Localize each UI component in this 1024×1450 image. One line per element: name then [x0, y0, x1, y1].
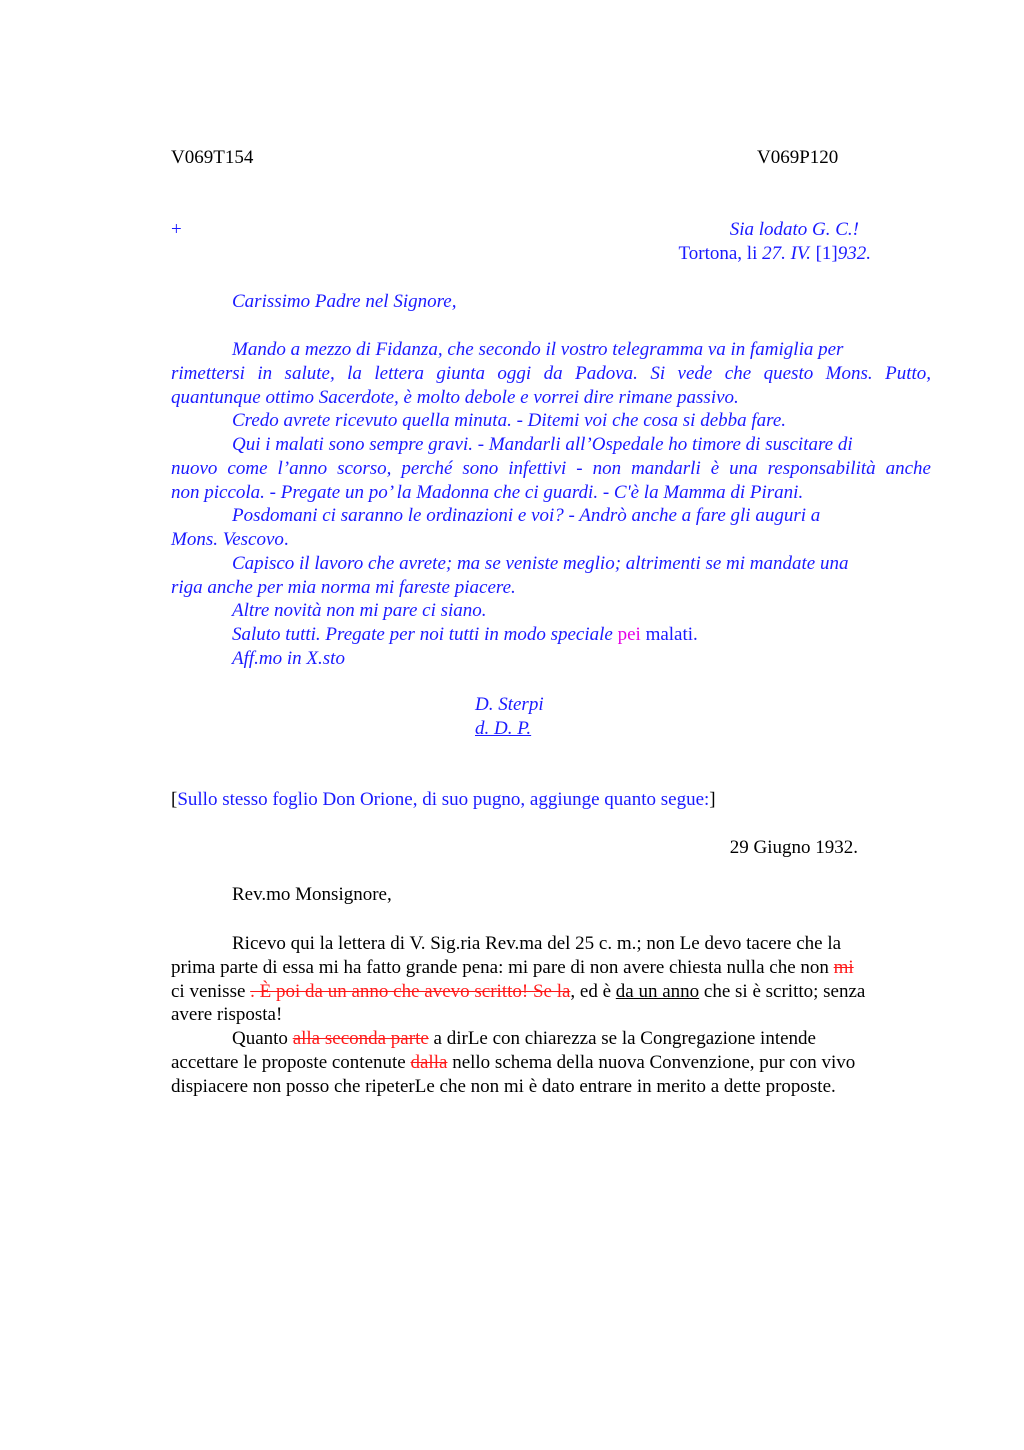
l2-p2-line1: Quanto alla seconda parte a dirLe con chiarezza se la Congregazione intende [232, 1028, 816, 1049]
header-left-code: V069T154 [171, 147, 254, 168]
salutation-top: Sia lodato G. C.! [729, 219, 859, 240]
date-bracket: [1] [810, 243, 838, 264]
cross-mark: + [171, 219, 182, 240]
l2-p1-line2: prima parte di essa mi ha fatto grande pena: mi pare di non avere chiesta nulla che non mi [171, 957, 854, 978]
place-date [678, 243, 871, 265]
editorial-note: [Sullo stesso foglio Don Orione, di suo pugno, aggiunge quanto segue:] [171, 789, 716, 810]
highlight-pei: pei [617, 624, 641, 645]
letter1-greeting: Carissimo Padre nel Signore, [232, 291, 457, 312]
l2-p2-line2: accettare le proposte contenute dalla nello schema della nuova Convenzione, pur con vivo [171, 1052, 856, 1073]
l1-p4-line1: Posdomani ci saranno le ordinazioni e voi? - Andrò anche a fare gli auguri a [232, 505, 821, 526]
l1-p1-line2: rimettersi in salute, la lettera giunta oggi da Padova. Si vede che questo Mons. Putto, [171, 363, 931, 384]
date-year: 932. [837, 243, 871, 264]
l1-p3-line1: Qui i malati sono sempre gravi. - Mandarli all’Ospedale ho timore di suscitare di [232, 434, 853, 455]
header-right-code: V069P120 [757, 147, 839, 168]
l1-p7: Saluto tutti. Pregate per noi tutti in modo speciale pei malati. [232, 624, 698, 645]
l1-p6: Altre novità non mi pare ci siano. [232, 600, 487, 621]
place-prefix: Tortona, li [678, 243, 763, 264]
letter2-greeting: Rev.mo Monsignore, [232, 884, 392, 905]
l2-p2-line3: dispiacere non posso che ripeterLe che non mi è dato entrare in merito a dette proposte. [171, 1076, 836, 1097]
l1-closing: Aff.mo in X.sto [232, 648, 345, 669]
l1-p5-line2: riga anche per mia norma mi fareste piacere. [171, 577, 516, 598]
l1-p3-line2: nuovo come l’anno scorso, perché sono infettivi - non mandarli è una responsabilità anche [171, 458, 931, 479]
l1-p2: Credo avrete ricevuto quella minuta. - Ditemi voi che cosa si debba fare. [232, 410, 787, 431]
l1-p1-line3: quantunque ottimo Sacerdote, è molto debole e vorrei dire rimane passivo. [171, 387, 739, 408]
l1-p4-line2: Mons. Vescovo. [171, 529, 289, 550]
l1-p5-line1: Capisco il lavoro che avrete; ma se veniste meglio; altrimenti se mi mandate una [232, 553, 849, 574]
date-italic: 27. IV. [762, 243, 811, 264]
l2-p1-line4: avere risposta! [171, 1004, 283, 1025]
l2-p1-line3: ci venisse . È poi da un anno che avevo scritto! Se la, ed è da un anno che si è scritto; senza [171, 981, 866, 1002]
signature-initials: d. D. P. [475, 718, 532, 739]
l1-p3-line3: non piccola. - Pregate un po’ la Madonna che ci guardi. - C'è la Mamma di Pirani. [171, 482, 804, 503]
letter2-date: 29 Giugno 1932. [729, 837, 858, 858]
signature-name: D. Sterpi [475, 694, 544, 715]
l2-p1-line1: Ricevo qui la lettera di V. Sig.ria Rev.ma del 25 c. m.; non Le devo tacere che la [232, 933, 842, 954]
l1-p1-line1: Mando a mezzo di Fidanza, che secondo il vostro telegramma va in famiglia per [232, 339, 844, 360]
